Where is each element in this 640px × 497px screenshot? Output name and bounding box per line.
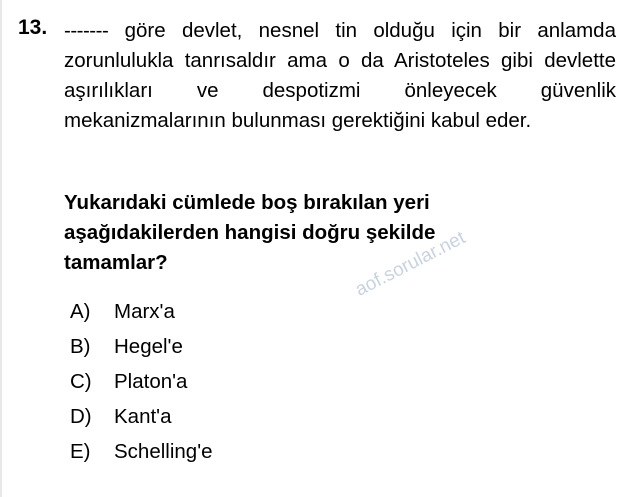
prompt-line-3: tamamlar? <box>64 251 168 274</box>
question-stem <box>64 16 616 136</box>
question-prompt <box>64 188 616 278</box>
option-text: Schelling'e <box>114 440 213 463</box>
answer-options <box>70 300 610 475</box>
page-edge-divider <box>0 0 2 497</box>
question-number: 13. <box>18 16 48 39</box>
option-letter: E) <box>70 440 91 463</box>
option-a[interactable] <box>70 300 610 335</box>
option-d[interactable] <box>70 405 610 440</box>
option-b[interactable] <box>70 335 610 370</box>
option-text: Platon'a <box>114 370 188 393</box>
prompt-line-2: aşağıdakilerden hangisi doğru şekilde <box>64 221 436 244</box>
prompt-line-1: Yukarıdaki cümlede boş bırakılan yeri <box>64 191 430 214</box>
option-letter: A) <box>70 300 91 323</box>
watermark-center: aof.sorular.net <box>352 227 469 301</box>
option-letter: D) <box>70 405 92 428</box>
option-letter: B) <box>70 335 91 358</box>
option-letter: C) <box>70 370 92 393</box>
option-e[interactable] <box>70 440 610 475</box>
option-c[interactable] <box>70 370 610 405</box>
stem-text: göre devlet, nesnel tin olduğu için bir anlamda zorunlulukla tanrısaldır ama o da Aristoteles gibi devlette aşırılıkları ve despotizmi önleyecek güvenlik mekanizmalarının bulunması gerektiğini kabul eder. <box>64 19 616 132</box>
stem-blank: ------- <box>64 19 109 42</box>
option-text: Marx'a <box>114 300 175 323</box>
option-text: Hegel'e <box>114 335 183 358</box>
option-text: Kant'a <box>114 405 172 428</box>
